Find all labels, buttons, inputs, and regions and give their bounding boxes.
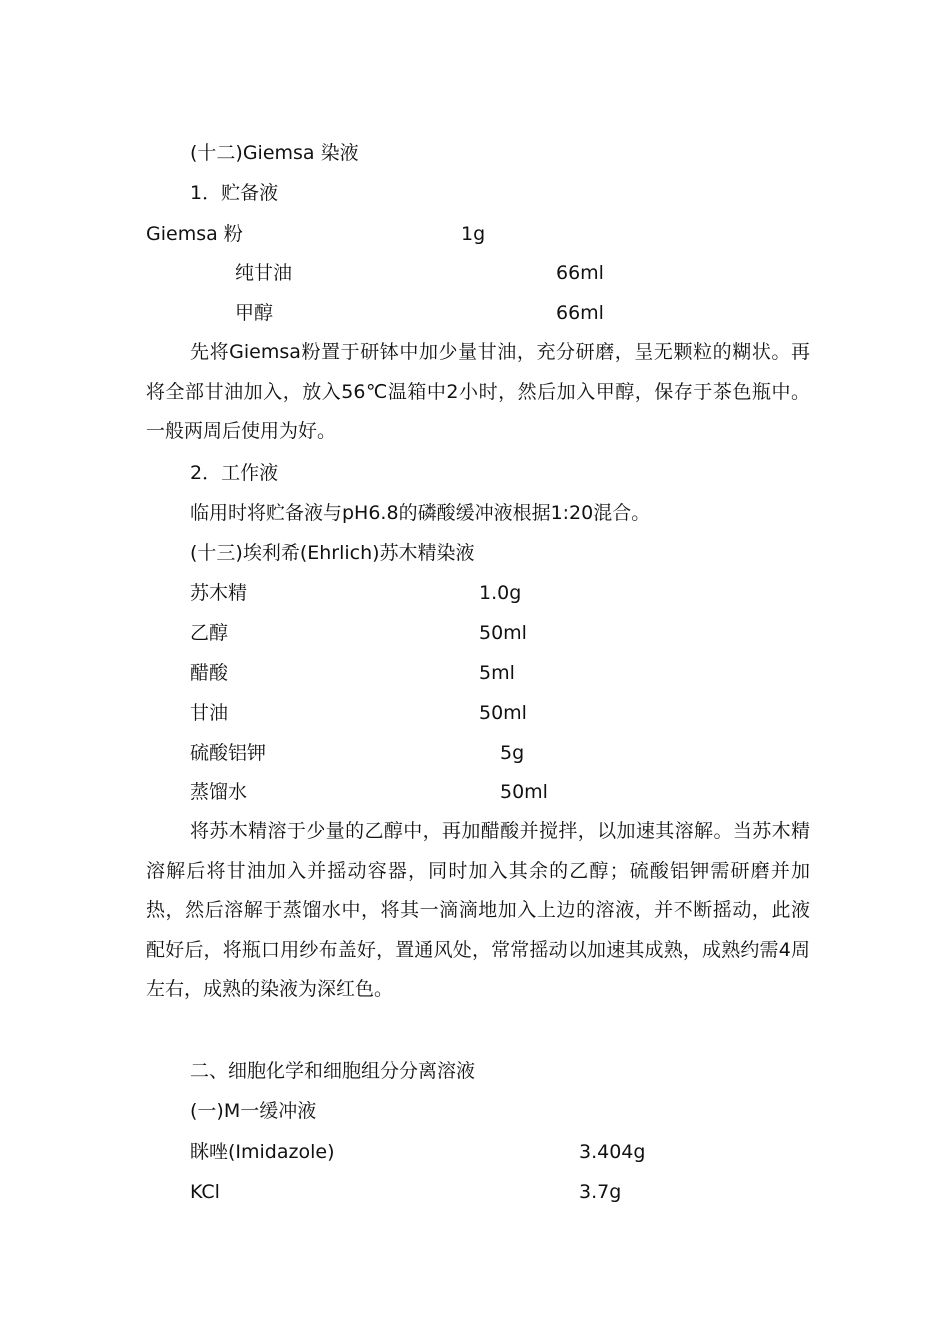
ingredient-name: KCl	[190, 1181, 220, 1203]
ingredient-amount: 66ml	[556, 262, 604, 284]
ingredient-name: 乙醇	[190, 622, 229, 644]
ingredient-name: 蒸馏水	[190, 781, 248, 803]
section-13-heading: (十三)埃利希(Ehrlich)苏木精染液	[190, 542, 475, 564]
ingredient-amount: 50ml	[479, 702, 527, 724]
ingredient-amount: 3.7g	[579, 1181, 622, 1203]
ingredient-amount: 66ml	[556, 302, 604, 324]
ingredient-name: 甘油	[190, 702, 229, 724]
ingredient-amount: 50ml	[479, 622, 527, 644]
ingredient-name: 醋酸	[190, 662, 229, 684]
ingredient-amount: 5ml	[479, 662, 515, 684]
ingredient-name: 眯唑(Imidazole)	[190, 1141, 335, 1163]
ingredient-name: 苏木精	[190, 582, 248, 604]
ingredient-name: 甲醇	[235, 302, 274, 324]
hematoxylin-instructions: 将苏木精溶于少量的乙醇中，再加醋酸并搅拌，以加速其溶解。当苏木精溶解后将甘油加入并摇动容器，同时加入其余的乙醇；硫酸铝钾需研磨并加热，然后溶解于蒸馏水中，将其一滴滴地加入上边的溶液，并不断摇动，此液配好后，将瓶口用纱布盖好，置通风处，常常摇动以加速其成熟，成熟约需4周左右，成熟的染液为深红色。	[146, 820, 810, 1000]
working-solution-heading: 2．工作液	[190, 462, 279, 484]
part-2-heading: 二、细胞化学和细胞组分分离溶液	[190, 1060, 476, 1082]
stock-solution-instructions: 先将Giemsa粉置于研钵中加少量甘油，充分研磨，呈无颗粒的糊状。再将全部甘油加入，放入56℃温箱中2小时，然后加入甲醇，保存于茶色瓶中。一般两周后使用为好。	[146, 341, 810, 442]
ingredient-name: Giemsa 粉	[146, 223, 243, 245]
m-buffer-heading: (一)M一缓冲液	[190, 1100, 317, 1122]
section-12-heading: (十二)Giemsa 染液	[190, 142, 359, 164]
ingredient-name: 纯甘油	[235, 262, 293, 284]
ingredient-name: 硫酸铝钾	[190, 742, 267, 764]
ingredient-amount: 1g	[461, 223, 486, 245]
ingredient-amount: 5g	[500, 742, 525, 764]
ingredient-amount: 1.0g	[479, 582, 522, 604]
ingredient-amount: 50ml	[500, 781, 548, 803]
stock-solution-heading: 1．贮备液	[190, 182, 279, 204]
working-solution-instructions: 临用时将贮备液与pH6.8的磷酸缓冲液根据1:20混合。	[190, 502, 651, 524]
ingredient-amount: 3.404g	[579, 1141, 646, 1163]
